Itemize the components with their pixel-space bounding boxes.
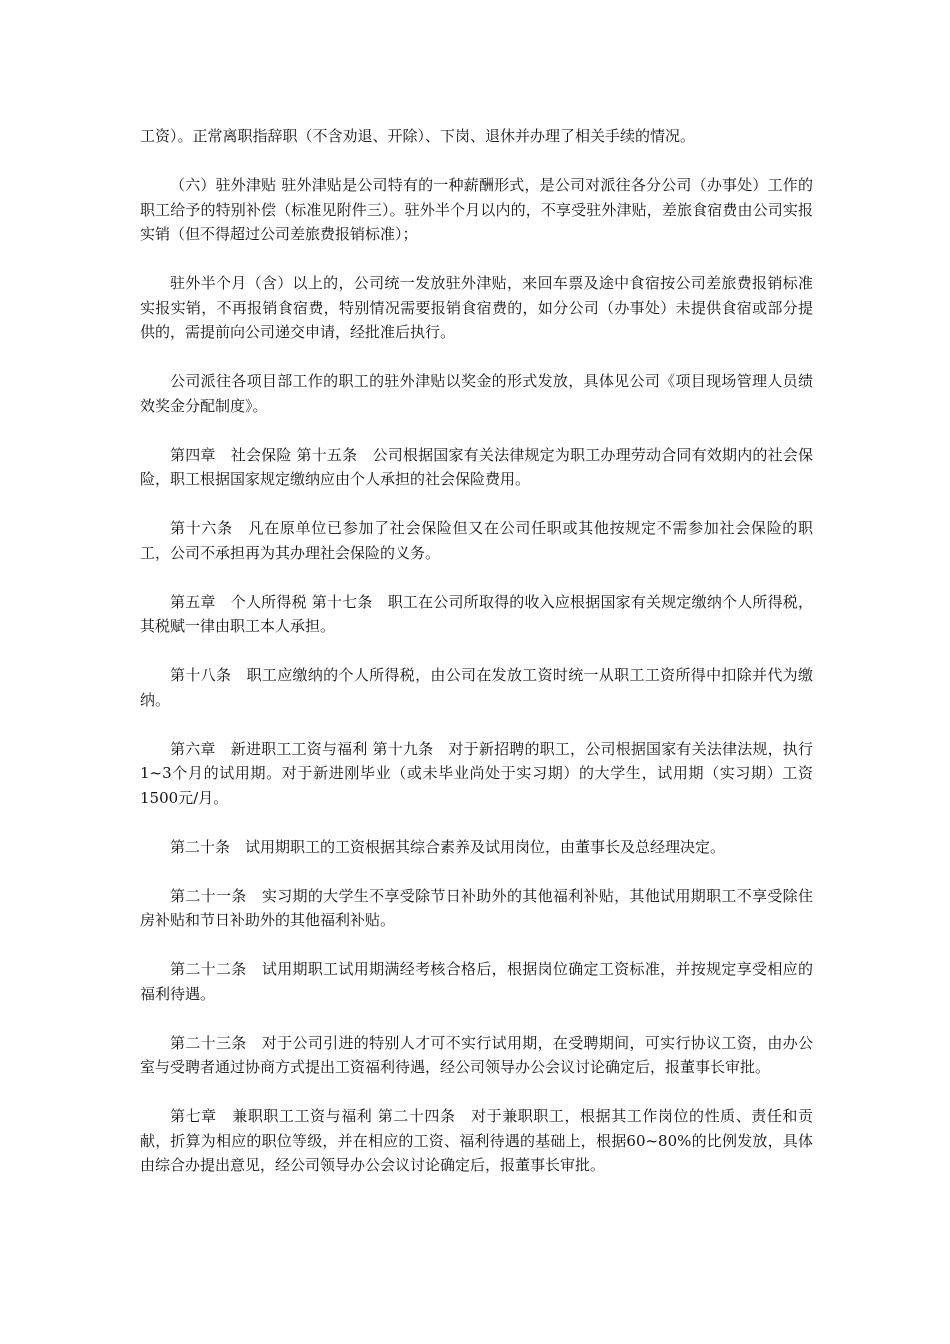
paragraph-article-15: 第四章 社会保险 第十五条 公司根据国家有关法律规定为职工办理劳动合同有效期内的社会保险，职工根据国家规定缴纳应由个人承担的社会保险费用。 bbox=[140, 445, 813, 488]
paragraph-project-allowance: 公司派往各项目部工作的职工的驻外津贴以奖金的形式发放，具体见公司《项目现场管理人员绩效奖金分配制度》。 bbox=[140, 372, 813, 415]
paragraph-article-23: 第二十三条 对于公司引进的特别人才可不实行试用期，在受聘期间，可实行协议工资，由办公室与受聘者通过协商方式提出工资福利待遇，经公司领导办公会议讨论确定后，报董事长审批。 bbox=[140, 1033, 813, 1076]
paragraph-article-17: 第五章 个人所得税 第十七条 职工在公司所取得的收入应根据国家有关规定缴纳个人所得税，其税赋一律由职工本人承担。 bbox=[140, 592, 813, 635]
paragraph-continuation: 工资）。正常离职指辞职（不含劝退、开除）、下岗、退休并办理了相关手续的情况。 bbox=[140, 127, 696, 145]
paragraph-article-20: 第二十条 试用期职工的工资根据其综合素养及试用岗位，由董事长及总经理决定。 bbox=[170, 837, 726, 856]
document-body bbox=[140, 124, 813, 1202]
paragraph-article-22: 第二十二条 试用期职工试用期满经考核合格后，根据岗位确定工资标准，并按规定享受相应的福利待遇。 bbox=[140, 960, 813, 1003]
paragraph-overseas-allowance: （六）驻外津贴 驻外津贴是公司特有的一种薪酬形式，是公司对派往各分公司（办事处）工作的职工给予的特别补偿（标准见附件三）。驻外半个月以内的，不享受驻外津贴，差旅食宿费由公司实报实销（但不得超过公司差旅费报销标准）； bbox=[140, 176, 813, 243]
paragraph-article-18: 第十八条 职工应缴纳的个人所得税，由公司在发放工资时统一从职工工资所得中扣除并代为缴纳。 bbox=[140, 666, 813, 709]
paragraph-article-21: 第二十一条 实习期的大学生不享受除节日补助外的其他福利补贴，其他试用期职工不享受除住房补贴和节日补助外的其他福利补贴。 bbox=[140, 886, 813, 929]
paragraph-half-month-rule: 驻外半个月（含）以上的，公司统一发放驻外津贴，来回车票及途中食宿按公司差旅费报销标准实报实销，不再报销食宿费，特别情况需要报销食宿费的，如分公司（办事处）未提供食宿或部分提供的，需提前向公司递交申请，经批准后执行。 bbox=[140, 274, 813, 341]
paragraph-article-24: 第七章 兼职职工工资与福利 第二十四条 对于兼职职工，根据其工作岗位的性质、责任和贡献，折算为相应的职位等级，并在相应的工资、福利待遇的基础上，根据60~80%的比例发放，具体由综合办提出意见，经公司领导办公会议讨论确定后，报董事长审批。 bbox=[140, 1107, 813, 1174]
paragraph-article-19: 第六章 新进职工工资与福利 第十九条 对于新招聘的职工，公司根据国家有关法律法规，执行1~3个月的试用期。对于新进刚毕业（或未毕业尚处于实习期）的大学生，试用期（实习期）工资1500元/月。 bbox=[140, 739, 813, 807]
paragraph-article-16: 第十六条 凡在原单位已参加了社会保险但又在公司任职或其他按规定不需参加社会保险的职工，公司不承担再为其办理社会保险的义务。 bbox=[140, 519, 813, 562]
